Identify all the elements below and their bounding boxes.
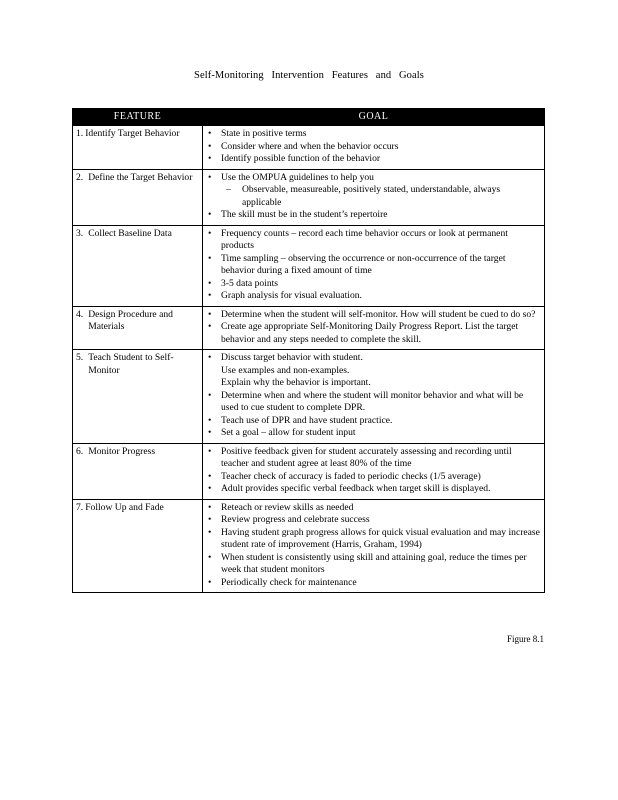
goal-item: Use examples and non-examples.: [221, 364, 350, 376]
feature-column-header: FEATURE: [73, 109, 203, 126]
goal-item: • Reteach or review skills as needed: [206, 502, 541, 515]
table-row: [73, 225, 545, 306]
goal-list: [206, 352, 541, 440]
goal-cell: [203, 499, 545, 593]
goal-item: • Create age appropriate Self-Monitoring Daily Progress Report. List the target behavior and any steps needed to complete the skill.: [206, 321, 541, 346]
goal-list: [206, 502, 541, 590]
goal-item: • Teacher check of accuracy is faded to periodic checks (1/5 average): [206, 471, 541, 484]
feature-number: 2.: [76, 171, 84, 183]
goal-cell: [203, 126, 545, 170]
feature-number: 7.: [76, 501, 84, 513]
table-row: [73, 126, 545, 170]
feature-number: 6.: [76, 445, 84, 457]
goal-item: • The skill must be in the student’s repertoire: [206, 209, 541, 222]
goal-column-header: GOAL: [203, 109, 545, 126]
feature-name: Define the Target Behavior: [88, 171, 193, 183]
goal-list: [206, 309, 541, 347]
goal-item: • Teach use of DPR and have student practice.: [206, 415, 541, 428]
goal-item: • Having student graph progress allows for quick visual evaluation and may increase student rate of improvement (Harris, Graham, 1994): [206, 527, 541, 552]
goal-item: • Periodically check for maintenance: [206, 577, 541, 590]
feature-cell: [73, 126, 203, 170]
goal-item: • When student is consistently using skill and attaining goal, reduce the times per week that student monitors: [206, 552, 541, 577]
goal-item: • Set a goal – allow for student input: [206, 427, 541, 440]
table-row: [73, 350, 545, 444]
feature-name: Teach Student to Self-Monitor: [88, 352, 174, 376]
goal-item: • State in positive terms: [206, 128, 541, 141]
document-title: Self-Monitoring Intervention Features and Goals: [194, 70, 424, 81]
goal-cell: [203, 443, 545, 499]
feature-number: 4.: [76, 308, 84, 320]
feature-name: Monitor Progress: [88, 445, 156, 457]
goal-list: [206, 446, 541, 496]
feature-number: 1.: [76, 128, 84, 139]
feature-cell: [73, 225, 203, 306]
goal-item: • Identify possible function of the behavior: [206, 153, 541, 166]
feature-cell: [73, 169, 203, 225]
goal-item: • Discuss target behavior with student.: [206, 352, 541, 365]
feature-name: Design Procedure and Materials: [88, 308, 173, 332]
goal-item: • Graph analysis for visual evaluation.: [206, 290, 541, 303]
table-body: [73, 126, 545, 593]
goal-item: • Determine when and where the student will monitor behavior and what will be used to cue student to complete DPR.: [206, 390, 541, 415]
table-row: [73, 306, 545, 350]
feature-cell: [73, 306, 203, 350]
goal-item: • Adult provides specific verbal feedback when target skill is displayed.: [206, 483, 541, 496]
goal-item: • Consider where and when the behavior occurs: [206, 141, 541, 154]
feature-cell: [73, 350, 203, 444]
goal-item: • 3-5 data points: [206, 278, 541, 291]
table-row: [73, 169, 545, 225]
goal-cell: [203, 225, 545, 306]
goal-item: • Use the OMPUA guidelines to help you: [206, 172, 541, 185]
goal-item: • Review progress and celebrate success: [206, 514, 541, 527]
goal-cell: [203, 350, 545, 444]
goal-cell: [203, 169, 545, 225]
table-row: [73, 499, 545, 593]
goal-cell: [203, 306, 545, 350]
feature-cell: [73, 443, 203, 499]
feature-name: Follow Up and Fade: [85, 501, 164, 513]
goal-item: • Frequency counts – record each time behavior occurs or look at permanent products: [206, 228, 541, 253]
goal-list: [206, 172, 541, 222]
goal-list: [206, 128, 541, 166]
goal-sub-item: – Observable, measureable, positively stated, understandable, always applicable: [206, 184, 541, 209]
features-goals-table: [72, 108, 545, 593]
goal-item: • Positive feedback given for student accurately assessing and recording until teacher and student agree at least 80% of the time: [206, 446, 541, 471]
figure-label: Figure 8.1: [507, 634, 544, 644]
table-row: [73, 443, 545, 499]
feature-number: 3.: [76, 227, 84, 239]
goal-list: [206, 228, 541, 303]
feature-cell: [73, 499, 203, 593]
feature-number: 5.: [76, 352, 84, 363]
feature-name: Collect Baseline Data: [88, 227, 172, 239]
goal-item: • Determine when the student will self-monitor. How will student be cued to do so?: [206, 309, 541, 322]
table-header-row: [73, 109, 545, 126]
goal-item: Explain why the behavior is important.: [221, 377, 371, 388]
goal-item: • Time sampling – observing the occurrence or non-occurrence of the target behavior during a fixed amount of time: [206, 253, 541, 278]
feature-name: Identify Target Behavior: [85, 128, 180, 139]
